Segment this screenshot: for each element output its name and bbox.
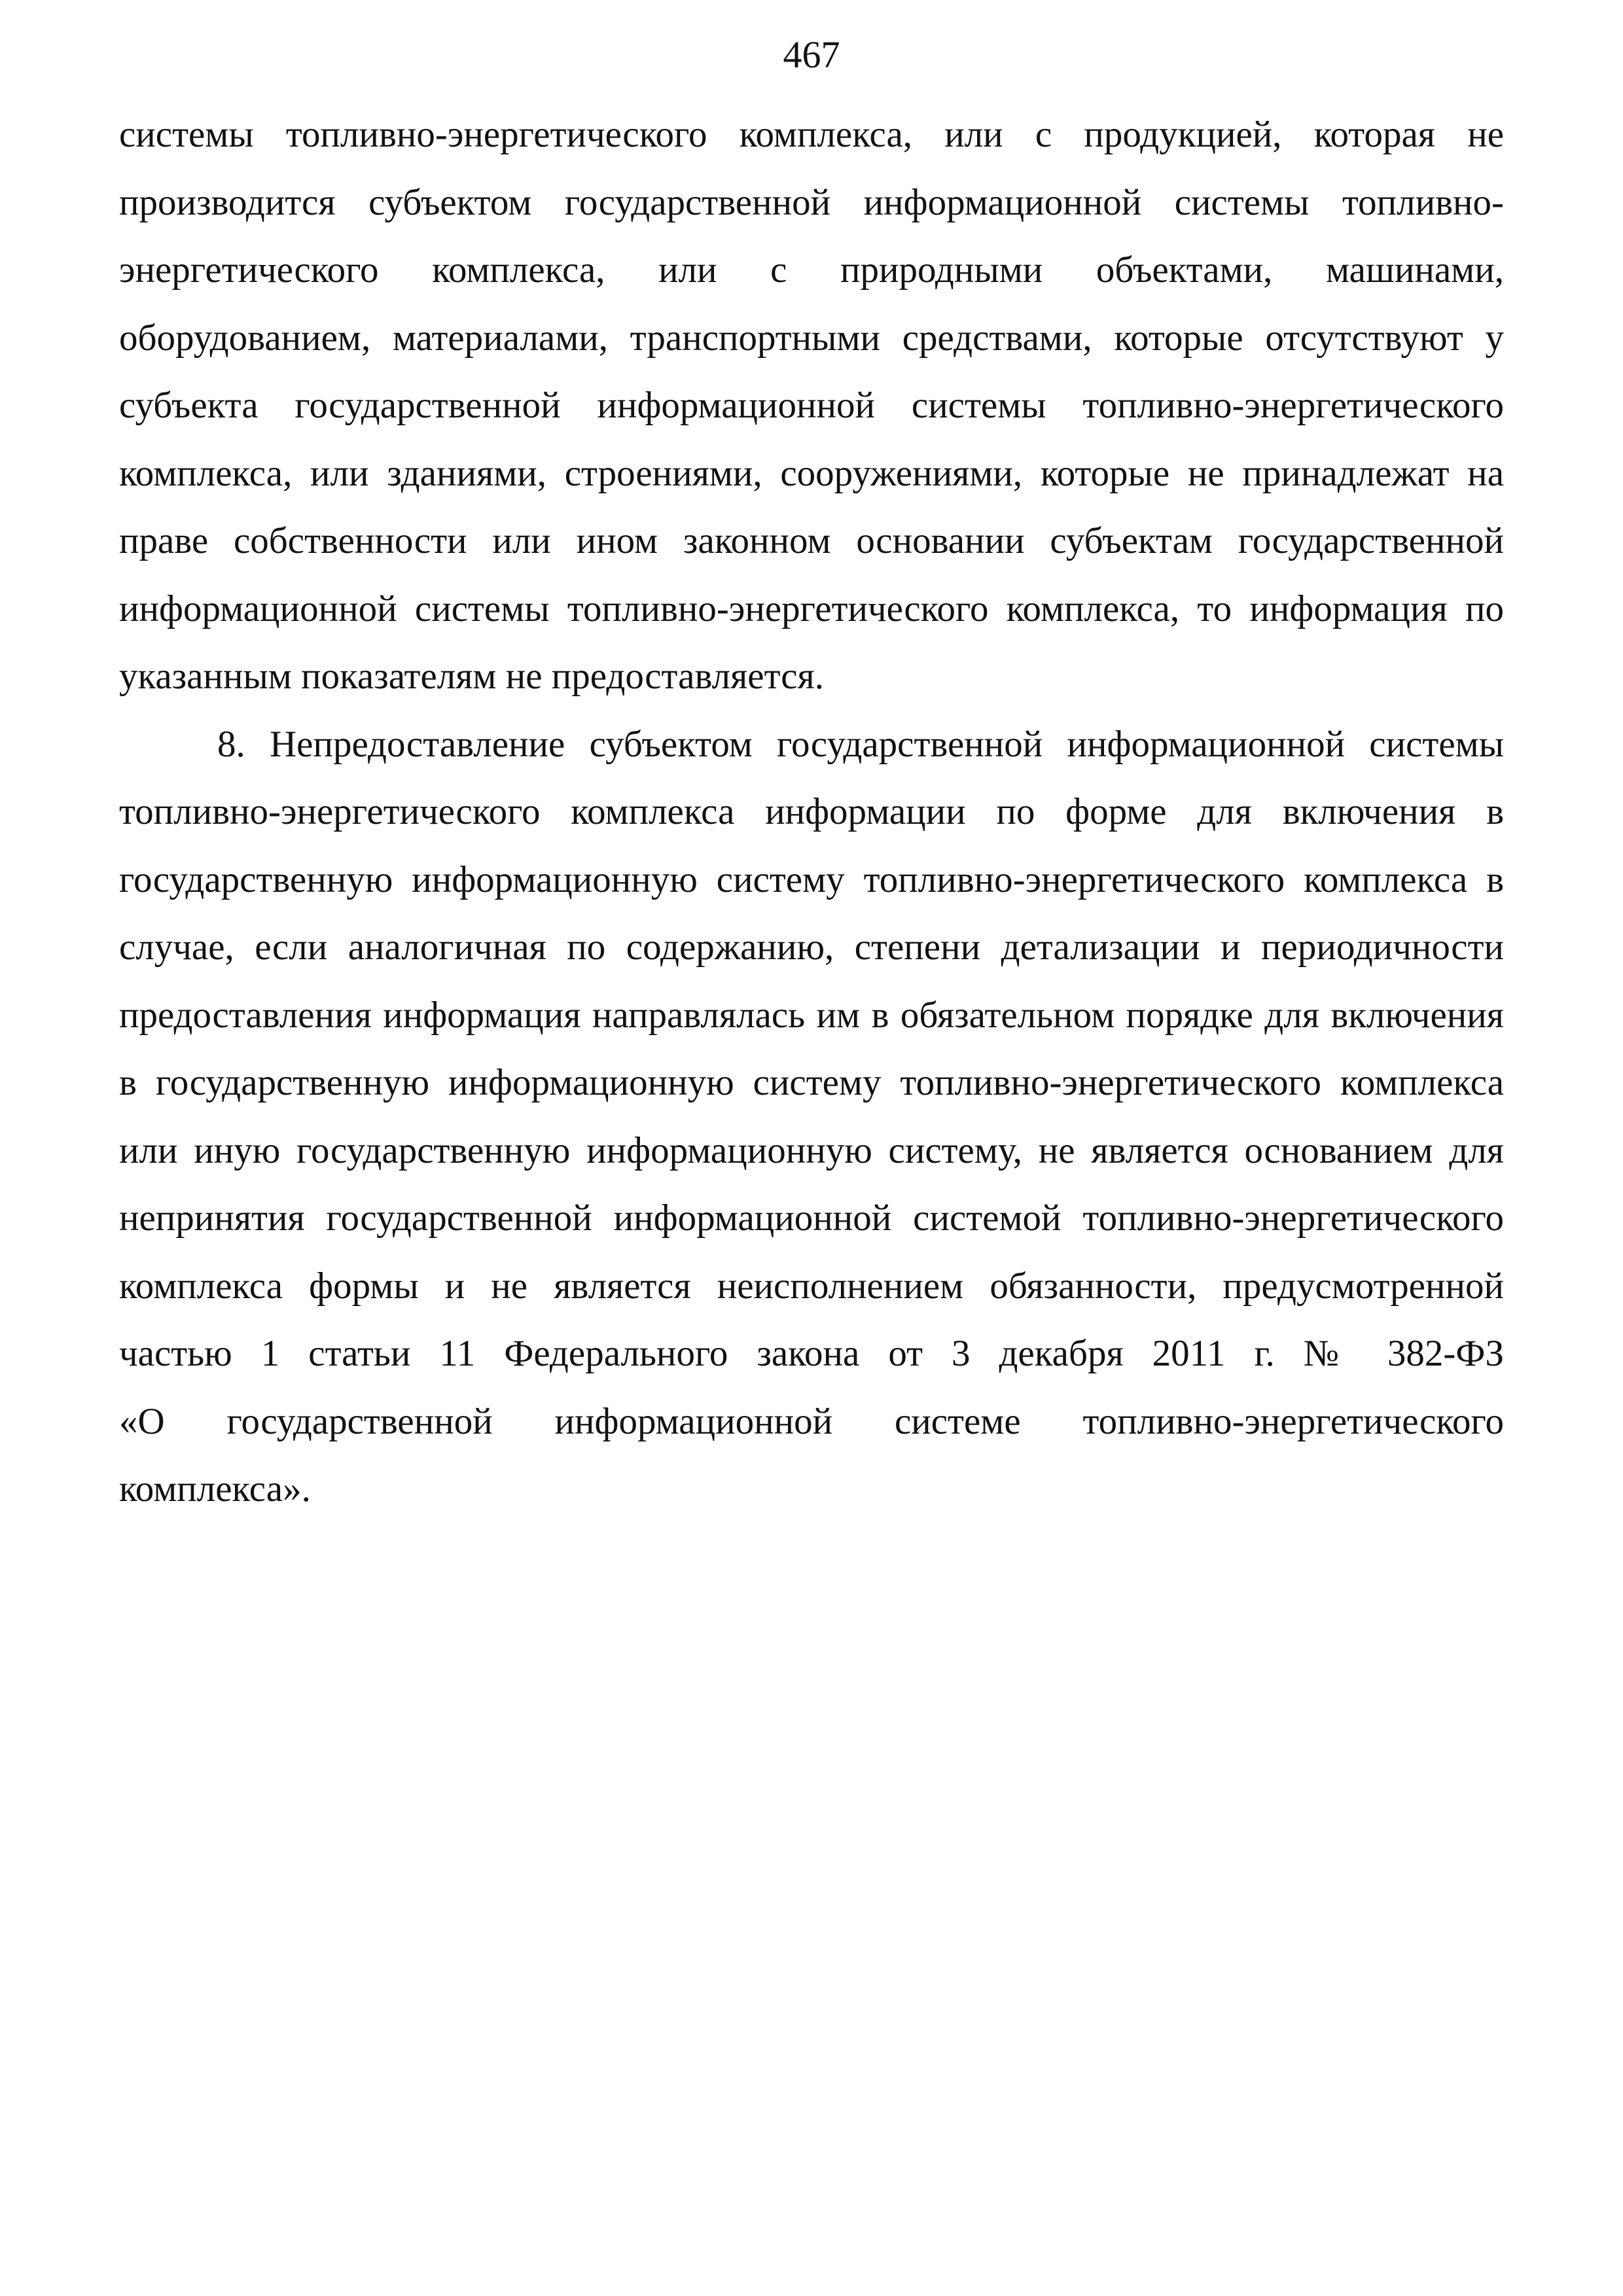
text-line: комплекса формы и не является неисполнением обязанности, предусмотренной	[119, 1265, 1504, 1307]
text-line: информационной системы топливно-энергетического комплекса, то информация по	[119, 588, 1504, 629]
text-line: государственную информационную систему топливно-энергетического комплекса в	[119, 858, 1504, 900]
text-line: производится субъектом государственной информационной системы топливно-	[119, 181, 1504, 223]
text-line: в государственную информационную систему топливно-энергетического комплекса	[119, 1062, 1504, 1103]
paragraph-item-8	[119, 711, 1504, 1523]
page-number: 467	[783, 33, 840, 76]
text-line: системы топливно-энергетического комплекса, или с продукцией, которая не	[119, 114, 1504, 155]
text-line: оборудованием, материалами, транспортными средствами, которые отсутствуют у	[119, 317, 1504, 359]
text-line: «О государственной информационной системе топливно-энергетического	[119, 1400, 1504, 1442]
text-line: топливно-энергетического комплекса информации по форме для включения в	[119, 791, 1504, 832]
text-line: комплекса, или зданиями, строениями, сооружениями, которые не принадлежат на	[119, 452, 1504, 494]
text-line: предоставления информация направлялась им в обязательном порядке для включения	[119, 994, 1504, 1036]
text-line: праве собственности или ином законном основании субъектам государственной	[119, 520, 1504, 561]
text-line: частью 1 статьи 11 Федерального закона от 3 декабря 2011 г. № 382-ФЗ	[119, 1333, 1504, 1374]
text-line: указанным показателям не предоставляется.	[119, 656, 824, 697]
text-line: 8. Непредоставление субъектом государственной информационной системы	[217, 723, 1504, 765]
document-body	[119, 101, 1504, 1523]
text-line: непринятия государственной информационной системой топливно-энергетического	[119, 1197, 1504, 1239]
text-line: случае, если аналогичная по содержанию, степени детализации и периодичности	[119, 927, 1504, 968]
paragraph-continued	[119, 101, 1504, 711]
text-line: комплекса».	[119, 1468, 311, 1510]
text-line: или иную государственную информационную систему, не является основанием для	[119, 1129, 1504, 1171]
text-line: субъекта государственной информационной системы топливно-энергетического	[119, 385, 1504, 426]
text-line: энергетического комплекса, или с природными объектами, машинами,	[119, 249, 1504, 291]
